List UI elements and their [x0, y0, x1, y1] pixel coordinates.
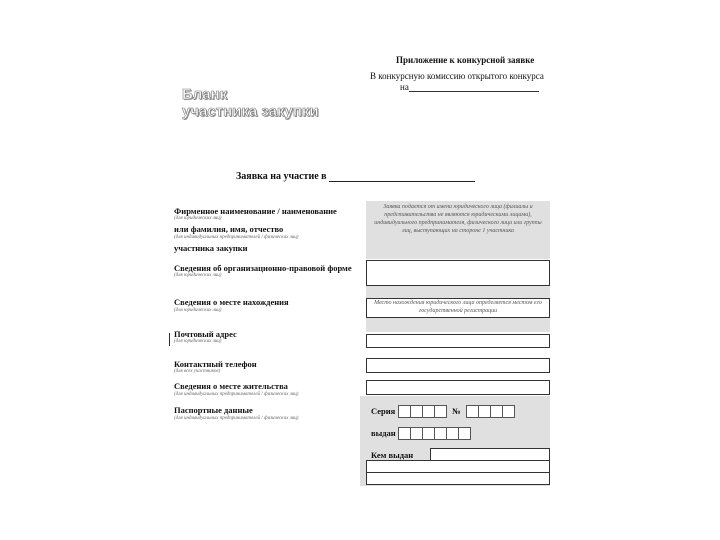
blank-title-line1: Бланк: [182, 86, 228, 103]
name-hint-box: [366, 201, 550, 259]
issued-cell[interactable]: [410, 427, 422, 440]
phone-label: Контактный телефон: [174, 359, 257, 369]
org-form-spacer: [366, 286, 550, 298]
application-heading-text: Заявка на участие в: [236, 171, 327, 182]
phone-sub: (для всех участников): [174, 369, 221, 374]
location-input[interactable]: [366, 298, 550, 318]
series-label: Серия: [371, 406, 396, 416]
blank-title: [182, 86, 319, 120]
series-cell[interactable]: [434, 405, 447, 418]
issued-by-label: Кем выдан: [371, 450, 414, 460]
postal-input[interactable]: [366, 334, 550, 348]
margin-mark: [169, 333, 170, 346]
org-form-sub: (для юридических лиц): [174, 273, 222, 278]
series-cells[interactable]: [398, 405, 447, 418]
name-label: Фирменное наименование / наименование: [174, 206, 337, 216]
passport-sub: (для индивидуальных предпринимателей / физических лиц): [174, 416, 299, 421]
postal-label: Почтовый адрес: [174, 329, 237, 339]
number-cell[interactable]: [490, 405, 502, 418]
residence-sub: (для индивидуальных предпринимателей / физических лиц): [174, 392, 299, 397]
series-cell[interactable]: [410, 405, 422, 418]
issued-cell[interactable]: [398, 427, 410, 440]
name-hint: Заявка подается от имени юридического лица (филиалы и представительства не являются юридическими лицами), индивидуального предпринимателя, физического лица или группы лиц, выступающих на стороне 1 участника: [374, 204, 542, 234]
number-cell[interactable]: [478, 405, 490, 418]
issued-by-input-3[interactable]: [366, 472, 550, 485]
participant-label: участника закупки: [174, 243, 248, 253]
phone-input[interactable]: [366, 358, 550, 373]
name-sub: (для юридических лиц): [174, 216, 222, 221]
issued-label: выдан: [371, 428, 396, 438]
appendix-title: Приложение к конкурсной заявке: [396, 55, 535, 65]
location-sub: (для юридических лиц): [174, 308, 222, 313]
residence-input[interactable]: [366, 380, 550, 395]
contest-line-prefix: на: [400, 82, 409, 92]
fio-label: или фамилия, имя, отчество: [174, 224, 284, 234]
fio-sub: (для индивидуальных предпринимателей / физических лиц): [174, 235, 299, 240]
number-cell[interactable]: [466, 405, 478, 418]
org-form-label: Сведения об организационно-правовой форме: [174, 263, 352, 273]
residence-label: Сведения о месте жительства: [174, 381, 288, 391]
number-cell[interactable]: [502, 405, 515, 418]
location-hint: Место нахождения юридического лица определяется местом его государственной регистрации: [374, 300, 542, 314]
issued-cell[interactable]: [422, 427, 434, 440]
application-subject-blank: [329, 171, 475, 182]
addressee-line: В конкурсную комиссию открытого конкурса: [370, 71, 544, 81]
contest-line: [400, 82, 539, 92]
passport-label: Паспортные данные: [174, 405, 253, 415]
series-cell[interactable]: [422, 405, 434, 418]
application-heading: [236, 171, 475, 182]
location-label: Сведения о месте нахождения: [174, 297, 289, 307]
postal-sub: (для юридических лиц): [174, 339, 222, 344]
org-form-input[interactable]: [366, 260, 550, 286]
issued-cell[interactable]: [446, 427, 458, 440]
contest-name-blank: [409, 82, 539, 92]
number-cells[interactable]: [466, 405, 515, 418]
issued-cell[interactable]: [434, 427, 446, 440]
location-spacer: [366, 318, 550, 332]
issued-cell[interactable]: [458, 427, 471, 440]
issued-date-cells[interactable]: [398, 427, 471, 440]
blank-title-line2: участника закупки: [182, 103, 319, 120]
series-cell[interactable]: [398, 405, 410, 418]
number-label: №: [452, 406, 461, 416]
